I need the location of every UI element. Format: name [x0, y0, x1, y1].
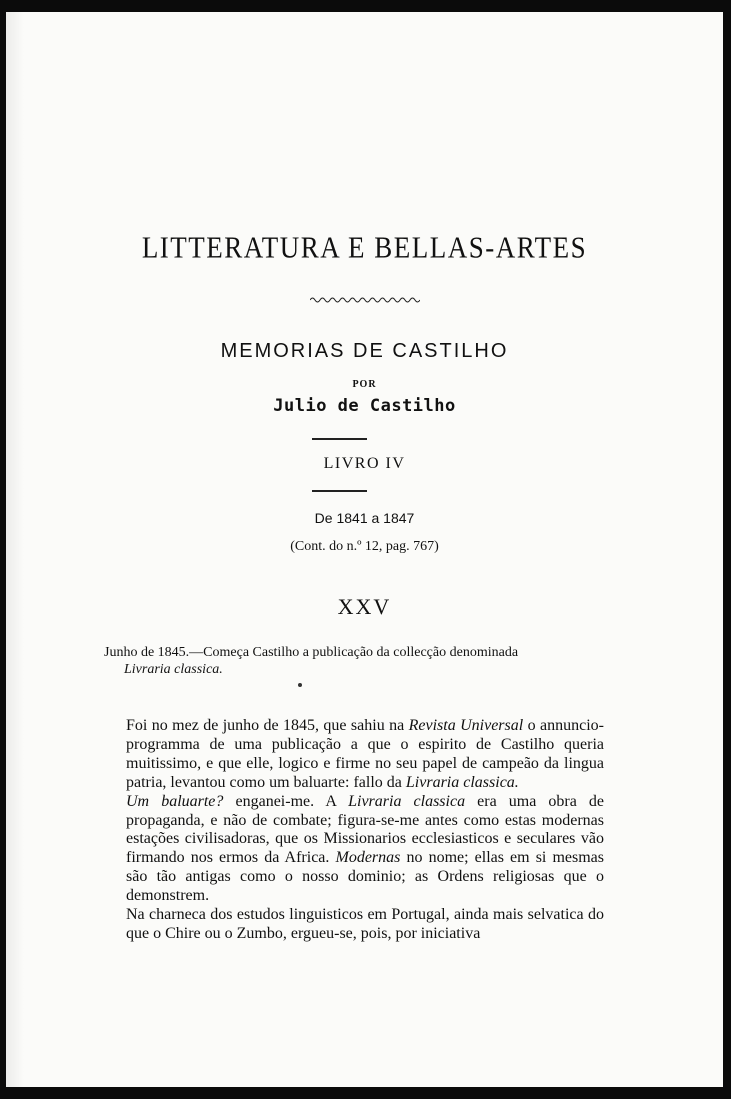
summary-line: Junho de 1845.—Começa Castilho a publicação da collecção denominada: [104, 645, 519, 660]
italic-title: Revista Universal: [408, 717, 524, 734]
by-label: POR: [352, 379, 377, 390]
continuation-note: (Cont. do n.º 12, pag. 767): [290, 539, 439, 554]
chapter-number: XXV: [337, 594, 392, 619]
wavy-ornament-icon: [310, 295, 420, 305]
paragraph: Na charneca dos estudos linguisticos em Portugal, ainda mais selvatica do que o Chire ou o Zumbo, ergueu-se, pois, por iniciativa: [126, 906, 604, 942]
text-run: era uma obra de propaganda, e não de combate; figura-se-me antes como estas modernas estações civilisadoras, que os Missionarios ecclesiasticos e seculares vão firmando nos ermos da Africa.: [126, 792, 605, 867]
section-title: LITTERATURA E BELLAS-ARTES: [141, 230, 588, 265]
italic-text: Um baluarte?: [126, 792, 224, 810]
italic-text: Modernas: [335, 849, 401, 867]
text-run: o annuncio-programma de uma publicação a que o espirito de Castilho queria muitissimo, e que elle, logico e firme no seu papel de campeão da lingua patria, levantou como um baluarte: fallo da: [126, 717, 604, 791]
divider-rule: [312, 490, 367, 492]
italic-title: Livraria classica: [348, 792, 466, 810]
book-page: [6, 12, 723, 1087]
text-run: enganei-me. A: [223, 792, 349, 810]
date-range: De 1841 a 1847: [314, 510, 415, 526]
chapter-summary: [104, 644, 604, 678]
text-run: Foi no mez de junho de 1845, que sahiu na: [126, 717, 409, 734]
wavy-ornament: [6, 292, 723, 310]
body-text: [104, 717, 604, 944]
text-run: no nome; ellas em si mesmas são tão antigas como o nosso dominio; as Ordens religiosas que o demonstrem.: [126, 849, 604, 905]
paragraph: [104, 717, 604, 793]
printer-speck: [298, 683, 302, 687]
author-name: Julio de Castilho: [273, 396, 456, 416]
divider-rule: [312, 438, 367, 440]
paragraph: [104, 793, 604, 906]
italic-title: Livraria classica.: [405, 773, 519, 791]
summary-line: Livraria classica.: [124, 662, 223, 677]
book-number: LIVRO IV: [323, 455, 406, 472]
work-title: MEMORIAS DE CASTILHO: [220, 340, 509, 362]
